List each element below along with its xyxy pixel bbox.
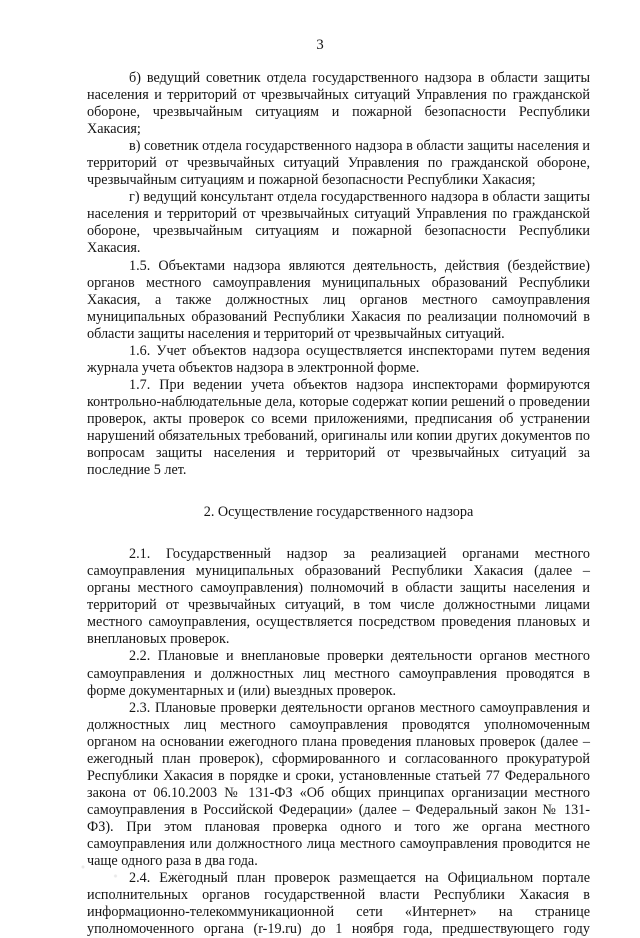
paragraph-2-2: 2.2. Плановые и внеплановые проверки деятельности органов местного самоуправления и должностных лиц местного самоуправления проводятся в форме документарных и (или) выездных проверок. (87, 648, 590, 699)
paragraph-2-1: 2.1. Государственный надзор за реализацией органами местного самоуправления муниципальных образований Республики Хакасия (далее – органы местного самоуправления) полномочий в области защиты населения и территорий от чрезвычайных ситуаций, в том числе должностными лицами местного самоуправления, осуществляется посредством проведения плановых и внеплановых проверок. (87, 546, 590, 648)
paragraph-item-b: б) ведущий советник отдела государственного надзора в области защиты населения и территорий от чрезвычайных ситуаций Управления по гражданской обороне, чрезвычайным ситуациям и пожарной безопасности Республики Хакасия; (87, 70, 590, 138)
paragraph-1-7: 1.7. При ведении учета объектов надзора инспекторами формируются контрольно-наблюдательные дела, которые содержат копии решений о проведении проверок, акты проверок со всеми приложениями, предписания об устранении нарушений обязательных требований, оригиналы или копии других документов по вопросам защиты населения и территорий от чрезвычайных ситуаций за последние 5 лет. (87, 376, 590, 479)
section-heading: 2. Осуществление государственного надзора (203, 504, 474, 521)
document-body (87, 70, 590, 938)
scan-artifact (70, 855, 200, 885)
paragraph-2-4: 2.4. Ежегодный план проверок размещается на Официальном портале исполнительных органов государственной власти Республики Хакасия в информационно-телекоммуникационной сети «Интернет» на странице уполномоченного органа (r-19.ru) до 1 ноября года, предшествующего году (87, 870, 590, 938)
paragraph-1-6: 1.6. Учет объектов надзора осуществляется инспекторами путем ведения журнала учета объектов надзора в электронной форме. (87, 342, 590, 376)
paragraph-item-g: г) ведущий консультант отдела государственного надзора в области защиты населения и территорий от чрезвычайных ситуаций Управления по гражданской обороне, чрезвычайным ситуациям и пожарной безопасности Республики Хакасия. (87, 189, 590, 257)
page-number: 3 (316, 37, 324, 53)
paragraph-2-3: 2.3. Плановые проверки деятельности органов местного самоуправления и должностных лиц местного самоуправления проводятся уполномоченным органом на основании ежегодного плана проведения плановых проверок (далее – ежегодный план проверок), сформированного и согласованного прокуратурой Республики Хакасия в порядке и сроки, установленные статьей 77 Федерального закона от 06.10.2003 № 131-ФЗ «Об общих принципах организации местного самоуправления в Российской Федерации» (далее – Федеральный закон № 131-ФЗ). При этом плановая проверка одного и того же органа местного самоуправления или должностного лица местного самоуправления проводится не чаще одного раза в два года. (87, 699, 590, 870)
paragraph-item-v: в) советник отдела государственного надзора в области защиты населения и территорий от чрезвычайных ситуаций Управления по гражданской обороне, чрезвычайным ситуациям и пожарной безопасности Республики Хакасия; (87, 138, 590, 189)
paragraph-1-5: 1.5. Объектами надзора являются деятельность, действия (бездействие) органов местного самоуправления муниципальных образований Республики Хакасия, а также должностных лиц органов местного самоуправления муниципальных образований Республики Хакасия по реализации полномочий в области защиты населения и территорий от чрезвычайных ситуаций. (87, 257, 590, 342)
